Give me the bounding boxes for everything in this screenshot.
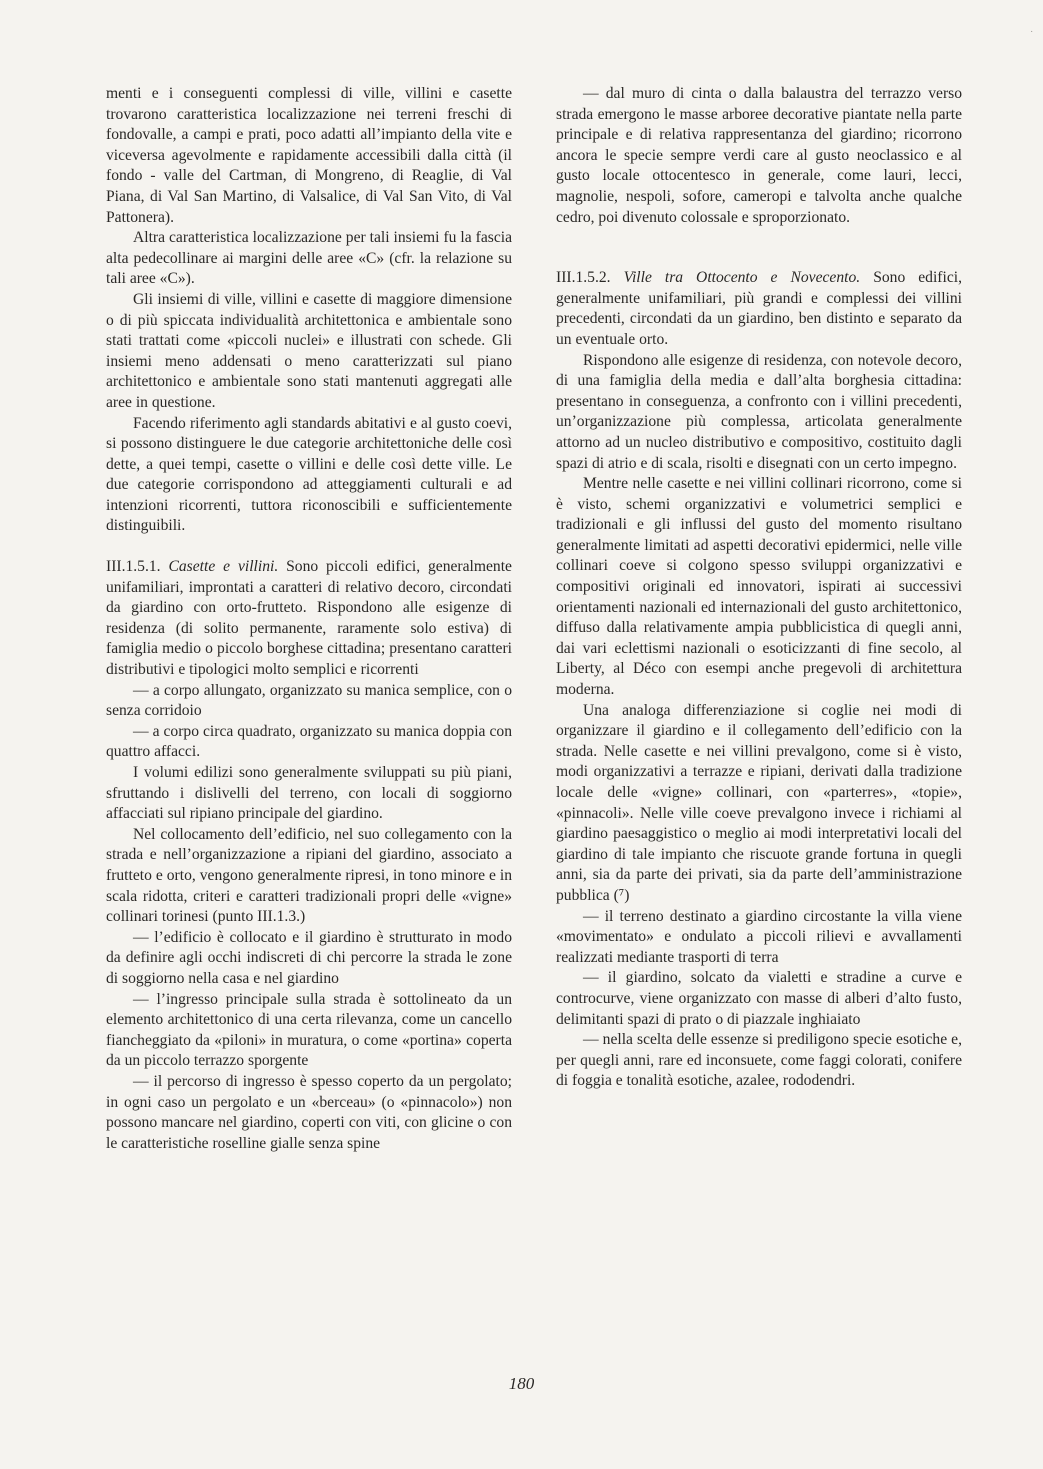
- paragraph: — a corpo circa quadrato, organizzato su manica doppia con quattro affacci.: [106, 722, 512, 761]
- paragraph: Nel collocamento dell’edificio, nel suo collegamento con la strada e nell’organizzazione a ripiani del giardino, associato a frutteto e orto, vengono generalmente ripresi, in tono minore e in scala ridotta, criteri e caratteri tradizionali propri delle «vigne» collinari torinesi (punto III.1.3.): [106, 825, 512, 926]
- edge-mark: ˙: [1030, 30, 1034, 41]
- paragraph: I volumi edilizi sono generalmente sviluppati su più piani, sfruttando i dislivelli del terreno, con locali di soggiorno affacciati sul ripiano principale del giardino.: [106, 764, 512, 823]
- paragraph: — il giardino, solcato da vialetti e stradine a curve e controcurve, viene organizzato con masse di alberi d’alto fusto, delimitanti spazi di prato o di piazzale inghiaiato: [556, 969, 962, 1028]
- paragraph: Rispondono alle esigenze di residenza, con notevole decoro, di una famiglia della media e dall’alta borghesia cittadina: presentano in conseguenza, a confronto con i villini precedenti, un’organizzazione più complessa, articolata generalmente attorno ad un nucleo distributivo e compositivo, costituito dagli spazi di atrio e di scala, risolti e disegnati con un certo impegno.: [556, 351, 962, 472]
- section-number: III.1.5.1.: [106, 558, 161, 576]
- paragraph: Mentre nelle casette e nei villini collinari ricorrono, come si è visto, schemi organizzativi e volumetrici semplici e tradizionali e gli influssi del gusto del momento risultano generalmente limitati ad aspetti decorativi epidermici, nelle ville collinari coeve si colgono spesso sviluppi organizzativi e compositivi originali ed innovatori, ispirati ai successivi orientamenti nazionali ed internazionali del gusto architettonico, diffuso dalla relativamente ampia pubblicistica di quegli anni, dai vari eclettismi nazionali o esoticizzanti di fine secolo, al Liberty, al Déco con esempi anche pregevoli di architettura moderna.: [556, 475, 962, 699]
- paragraph: — l’ingresso principale sulla strada è sottolineato da un elemento architettonico di una certa rilevanza, come un cancello fiancheggiato da «piloni» in muratura, o come «portina» coperta da un piccolo terrazzo sporgente: [106, 990, 512, 1070]
- paragraph: Gli insiemi di ville, villini e casette di maggiore dimensione o di più spiccata individualità architettonica e ambientale sono stati trattati come «piccoli nuclei» e illustrati con schede. Gli insiemi meno addensati o meno caratterizzati sul piano architettonico e ambientale sono stati mantenuti aggregati alle aree in questione.: [106, 290, 512, 411]
- paragraph: — il percorso di ingresso è spesso coperto da un pergolato; in ogni caso un pergolato e un «berceau» (o «pinnacolo») non possono mancare nel giardino, coperti con viti, con glicine o con le caratteristiche roselline gialle senza spine: [106, 1072, 512, 1152]
- left-column: [106, 84, 512, 1154]
- paragraph: menti e i conseguenti complessi di ville, villini e casette trovarono caratteristica localizzazione nei terreni freschi di fondovalle, a campi e prati, poco adatti all’impianto della vite e viceversa agevolmente e rapidamente accessibili dalla città (il fondo - valle del Cartman, di Mongreno, di Reaglie, di Val Piana, di Val San Martino, di Valsalice, di Val San Vito, di Val Pattonera).: [106, 85, 512, 226]
- section-heading-paragraph: [556, 268, 962, 350]
- paragraph: — a corpo allungato, organizzato su manica semplice, con o senza corridoio: [106, 681, 512, 720]
- paragraph: — l’edificio è collocato e il giardino è strutturato in modo da definire agli occhi indiscreti di chi percorre la strada le zone di soggiorno nella casa e nel giardino: [106, 928, 512, 987]
- paragraph: — il terreno destinato a giardino circostante la villa viene «movimentato» e ondulato a piccoli rilievi e avvallamenti realizzati mediante trasporti di terra: [556, 907, 962, 966]
- right-column: [556, 84, 962, 1092]
- section-intro: Sono edifici, generalmente unifamiliari, più grandi e complessi dei villini precedenti, circondati da un giardino, ben distinto e separato da un eventuale orto.: [556, 269, 962, 348]
- paragraph: Facendo riferimento agli standards abitativi e al gusto coevi, si possono distinguere le due categorie architettoniche delle così dette, a quei tempi, casette o villini e delle così dette ville. Le due categorie corrispondono ad atteggiamenti culturali e ad intenzioni ricorrenti, tuttora riconoscibili e sufficientemente distinguibili.: [106, 414, 512, 535]
- page-number: 180: [508, 1374, 535, 1393]
- paragraph: Una analoga differenziazione si coglie nei modi di organizzare il giardino e il collegamento dell’edificio con la strada. Nelle casette e nei villini prevalgono, come si è visto, modi organizzativi a terrazze e ripiani, derivati dalla tradizione locale delle «vigne» collinari, con «parterres», «topie», «pinnacoli». Nelle ville coeve prevalgono invece i richiami al giardino paesaggistico o meglio ai modi interpretativi locali del giardino di tale impianto che riscuote grande fortuna in quegli anni, sia da parte dei privati, sia da parte dell’amministrazione pubblica (⁷): [556, 701, 962, 904]
- section-title: Casette e villini.: [168, 558, 279, 576]
- paragraph: — dal muro di cinta o dalla balaustra del terrazzo verso strada emergono le masse arboree decorative piantate nella parte principale e di relativa rappresentanza del giardino; ricorrono ancora le specie sempre verdi care al gusto neoclassico e al gusto locale ottocentesco in generale, come lauri, lecci, magnolie, nespoli, sofore, cameropi e talvolta anche qualche cedro, poi divenuto colossale e sproporzionato.: [556, 85, 962, 226]
- section-title: Ville tra Ottocento e Novecento.: [623, 269, 861, 287]
- paragraph: Altra caratteristica localizzazione per tali insiemi fu la fascia alta pedecollinare ai margini delle aree «C» (cfr. la relazione su tali aree «C»).: [106, 229, 512, 288]
- section-intro: Sono piccoli edifici, generalmente unifamiliari, improntati a caratteri di relativo decoro, circondati da giardino con orto-frutteto. Rispondono alle esigenze di residenza (di solito permanente, raramente solo estiva) di famiglia medio o piccolo borghese cittadina; presentano caratteri distributivi e tipologici molto semplici e ricorrenti: [106, 558, 512, 679]
- section-heading-paragraph: [106, 557, 512, 681]
- section-number: III.1.5.2.: [556, 269, 611, 287]
- paragraph: — nella scelta delle essenze si prediligono specie esotiche e, per quegli anni, rare ed inconsuete, come faggi colorati, conifere di foggia e tonalità esotiche, azalee, rododendri.: [556, 1031, 962, 1090]
